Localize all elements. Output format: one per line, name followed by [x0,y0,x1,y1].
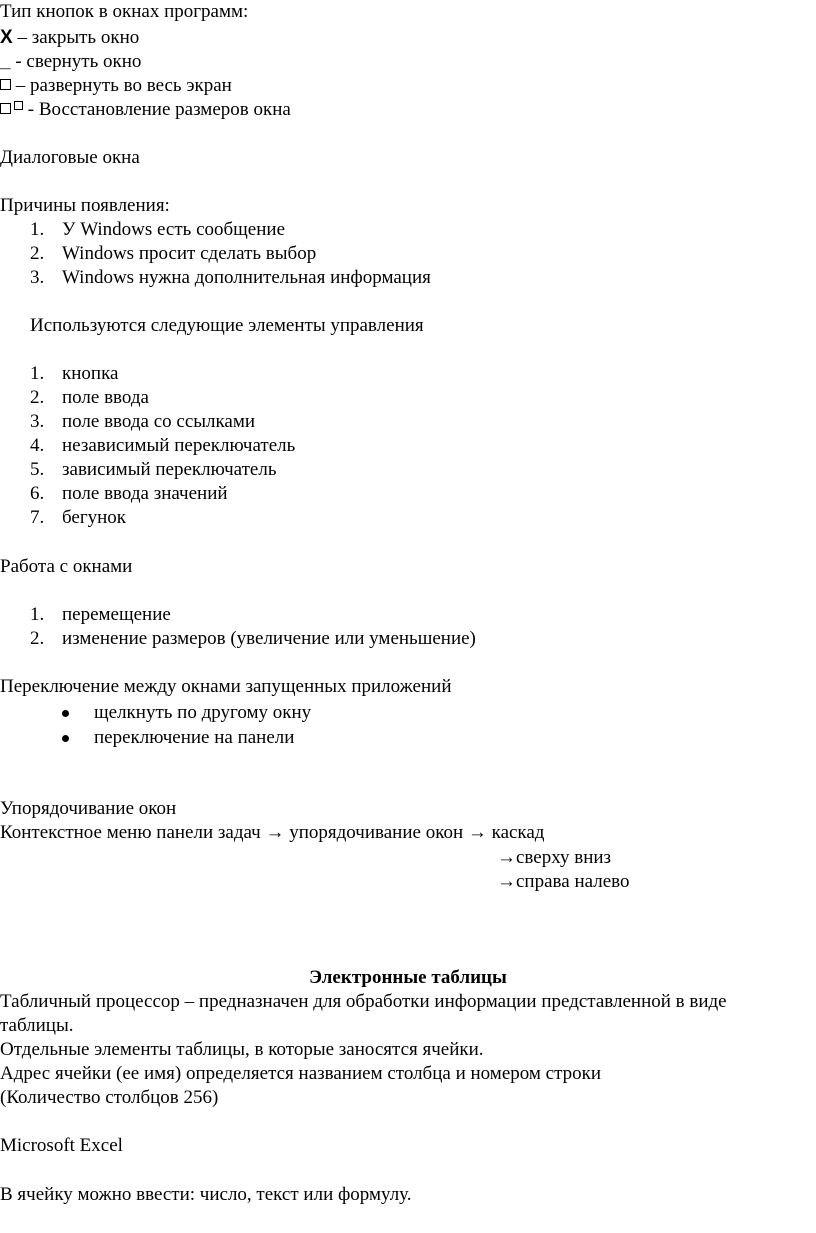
close-button-desc [0,26,139,50]
list-number: 2. [30,628,45,649]
list-item: зависимый переключатель [62,459,277,480]
square-icon [0,79,11,90]
bullet-icon [62,735,69,742]
arrange-option-vertical: →сверху вниз [497,847,612,868]
close-symbol: X [0,27,13,48]
minimize-symbol: _ [0,51,11,72]
reasons-title: Причины появления: [0,195,170,216]
list-number: 3. [30,411,45,432]
switching-title: Переключение между окнами запущенных приложений [0,676,452,697]
minimize-button-desc [0,50,141,74]
spreadsheets-line1: Табличный процессор – предназначен для обработки информации представленной в виде [0,991,727,1012]
restore-text: - Восстановление размеров окна [23,99,291,120]
list-item: поле ввода значений [62,483,228,504]
list-item: бегунок [62,507,127,528]
list-item: У Windows есть сообщение [62,219,286,240]
list-number: 2. [30,243,45,264]
minimize-text: - свернуть окно [10,51,142,72]
maximize-button-desc [0,74,232,98]
list-item: щелкнуть по другому окну [94,702,312,723]
list-number: 2. [30,387,45,408]
list-item: перемещение [62,604,171,625]
maximize-text: – развернуть во весь экран [11,75,232,96]
list-item: Windows нужна дополнительная информация [62,267,431,288]
list-number: 1. [30,363,45,384]
list-item: независимый переключатель [62,435,296,456]
spreadsheets-line3: Адрес ячейки (ее имя) определяется названием столбца и номером строки [0,1063,602,1084]
list-number: 7. [30,507,45,528]
list-number: 3. [30,267,45,288]
list-item: изменение размеров (увеличение или уменьшение) [62,628,476,649]
list-item: кнопка [62,363,119,384]
arrange-option-rtl: →справа налево [497,871,630,892]
window-work-title: Работа с окнами [0,556,133,577]
list-item: поле ввода [62,387,149,408]
restore-icon-small [14,101,23,110]
bullet-icon [62,710,69,717]
restore-icon [0,103,11,114]
list-number: 4. [30,435,45,456]
spreadsheets-line1b: таблицы. [0,1015,74,1036]
spreadsheets-heading: Электронные таблицы [309,967,507,988]
restore-button-desc [0,98,291,122]
arrange-path: Контекстное меню панели задач → упорядочивание окон → каскад [0,822,545,843]
list-number: 5. [30,459,45,480]
spreadsheets-line4: (Количество столбцов 256) [0,1087,219,1108]
spreadsheets-line2: Отдельные элементы таблицы, в которые заносятся ячейки. [0,1039,484,1060]
list-item: Windows просит сделать выбор [62,243,317,264]
list-number: 6. [30,483,45,504]
list-item: поле ввода со ссылками [62,411,256,432]
close-text: – закрыть окно [12,27,140,48]
controls-title: Используются следующие элементы управления [30,315,424,336]
dialogs-title: Диалоговые окна [0,147,140,168]
spreadsheets-app: Microsoft Excel [0,1135,123,1156]
arrange-title: Упорядочивание окон [0,798,177,819]
list-number: 1. [30,604,45,625]
list-item: переключение на панели [94,727,295,748]
buttons-section-title: Тип кнопок в окнах программ: [0,1,249,22]
spreadsheets-input: В ячейку можно ввести: число, текст или формулу. [0,1184,412,1205]
list-number: 1. [30,219,45,240]
